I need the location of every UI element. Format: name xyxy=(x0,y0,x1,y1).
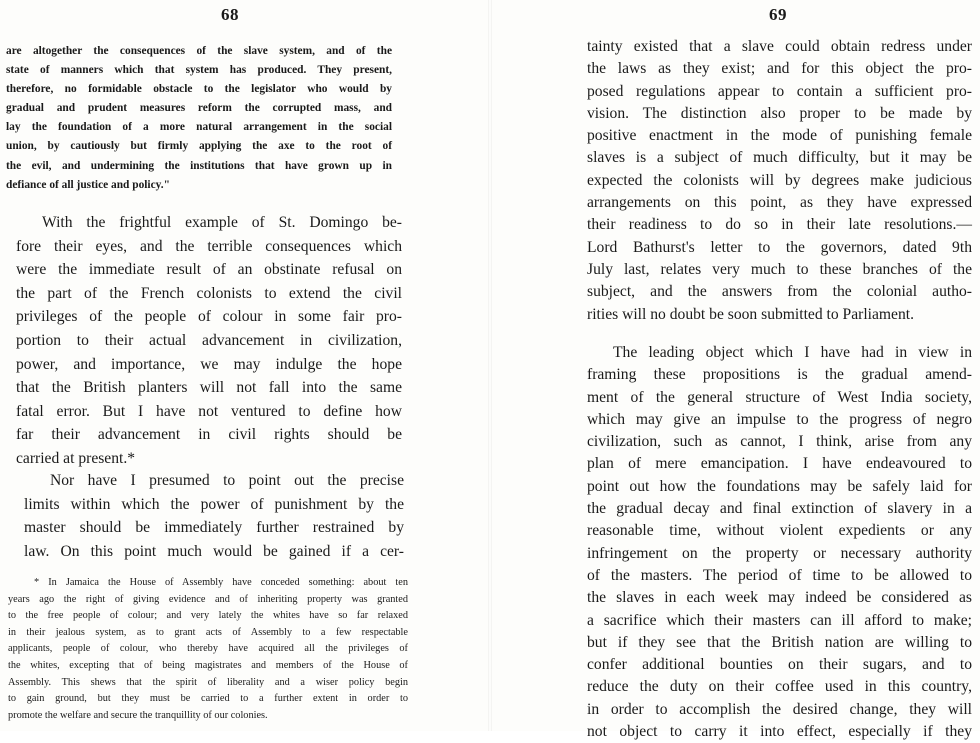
paragraph-left-2 xyxy=(24,469,404,563)
text-line: are altogether the consequences of the slave system, and of the xyxy=(6,45,392,57)
text-line: reduce the duty on their coffee used in this country, xyxy=(587,678,972,696)
text-line: Assembly. This shews that the spirit of liberality and a wiser policy begin xyxy=(8,676,408,688)
text-line: applicants, people of colour, who thereby have acquired all the privileges of xyxy=(8,643,408,655)
text-line: the part of the French colonists to extend the civil xyxy=(16,284,402,302)
text-line: infringement on the property or necessary authority xyxy=(587,544,972,562)
text-line: vision. The distinction also proper to be made by xyxy=(587,104,972,122)
footnote xyxy=(8,575,408,724)
text-line: portion to their actual advancement in civilization, xyxy=(16,331,402,349)
text-line: which may give an impulse to the progress of negro xyxy=(587,410,972,428)
text-line: the whites, excepting that of being magistrates and members of the House of xyxy=(8,659,408,671)
text-line: not object to carry it into effect, especially if they xyxy=(587,723,972,741)
text-line: posed regulations appear to contain a sufficient pro- xyxy=(587,82,972,100)
text-line: therefore, no formidable obstacle to the legislator who would by xyxy=(6,83,392,96)
text-line: framing these propositions is the gradual amend- xyxy=(587,366,972,384)
text-line: lay the foundation of a more natural arrangement in the social xyxy=(6,121,392,134)
text-line: the evil, and undermining the institutions that have grown up in xyxy=(6,159,392,172)
text-line: the laws as they exist; and for this object the pro- xyxy=(587,60,972,78)
text-line: civilization, such as cannot, I think, arise from any xyxy=(587,433,972,451)
text-line: far their advancement in civil rights should be xyxy=(16,426,402,444)
text-line: years ago the right of giving evidence and of inheriting property was granted xyxy=(8,593,408,605)
text-line: defiance of all justice and policy." xyxy=(6,178,170,191)
text-line: Lord Bathurst's letter to the governors, dated 9th xyxy=(587,238,972,256)
text-line: The leading object which I have had in view in xyxy=(613,344,972,361)
text-line: to the free people of colour; and very lately the whites have so far relaxed xyxy=(8,610,408,622)
text-line: state of manners which that system has produced. They present, xyxy=(6,64,392,77)
text-line: gradual and prudent measures reform the corrupted mass, and xyxy=(6,102,392,115)
text-line: in their jealous system, as to grant acts of Assembly to a few respectable xyxy=(8,626,408,638)
text-line: positive enactment in the mode of punishing female xyxy=(587,127,972,145)
text-line: fore their eyes, and the terrible consequences which xyxy=(16,237,402,255)
paragraph-right-2 xyxy=(587,342,972,743)
text-line: promote the welfare and secure the tranquillity of our colonies. xyxy=(8,709,268,721)
left-page xyxy=(0,0,490,731)
text-line: plan of mere emancipation. I have endeavoured to xyxy=(587,455,972,473)
text-line: were the immediate result of an obstinate refusal on xyxy=(16,261,402,279)
text-line: subject, and the answers from the colonial autho- xyxy=(587,283,972,301)
text-line: reasonable time, without violent expedients or any xyxy=(587,522,972,540)
paragraph-right-1 xyxy=(587,36,972,326)
text-line: to gain ground, but they must be carried to a further extent in order to xyxy=(8,693,408,705)
text-line: in order to accomplish the desired change, they will xyxy=(587,700,972,718)
text-line: fatal error. But I have not ventured to define how xyxy=(16,402,402,420)
text-line: of the masters. The period of time to be allowed to xyxy=(587,566,972,584)
text-line: privileges of the people of colour in some fair pro- xyxy=(16,308,402,326)
text-line: a sacrifice which their masters can ill afford to make; xyxy=(587,611,972,629)
text-line: rities will no doubt be soon submitted to Parliament. xyxy=(587,305,915,323)
quote-block xyxy=(6,42,392,195)
text-line: the gradual decay and final extinction of slavery in a xyxy=(587,500,972,518)
text-line: limits within which the power of punishment by the xyxy=(24,495,404,513)
text-line: the slaves in each week may indeed be considered as xyxy=(587,589,972,607)
text-line: master should be immediately further restrained by xyxy=(24,519,404,537)
page-number-right: 69 xyxy=(769,5,787,24)
text-line: ment of the general structure of West India society, xyxy=(587,388,972,406)
text-line: union, by cautiously but firmly applying the axe to the root of xyxy=(6,140,392,153)
text-line: point out how the foundations may be safely laid for xyxy=(587,477,972,495)
text-line: Nor have I presumed to point out the precise xyxy=(50,472,404,489)
text-line: law. On this point much would be gained if a cer- xyxy=(24,542,404,560)
text-line: their readiness to do so in their late resolutions.— xyxy=(587,216,972,234)
text-line: * In Jamaica the House of Assembly have conceded something: about ten xyxy=(34,577,408,588)
text-line: but if they see that the British nation are willing to xyxy=(587,633,972,651)
text-line: that the British planters will not fall into the same xyxy=(16,379,402,397)
text-line: power, and importance, we may indulge the hope xyxy=(16,355,402,373)
text-line: expected the colonists will by degrees make judicious xyxy=(587,171,972,189)
text-line: With the frightful example of St. Domingo be- xyxy=(42,214,402,231)
right-page xyxy=(490,0,980,741)
paragraph-left-1 xyxy=(16,211,402,471)
text-line: carried at present.* xyxy=(16,449,136,467)
text-line: confer additional bounties on their sugars, and to xyxy=(587,656,972,674)
text-line: July last, relates very much to these branches of the xyxy=(587,260,972,278)
text-line: arrangements on this point, as they have expressed xyxy=(587,194,972,212)
text-line: slaves is a subject of much difficulty, but it may be xyxy=(587,149,972,167)
text-line: tainty existed that a slave could obtain redress under xyxy=(587,38,972,55)
page-number-left: 68 xyxy=(221,5,239,24)
